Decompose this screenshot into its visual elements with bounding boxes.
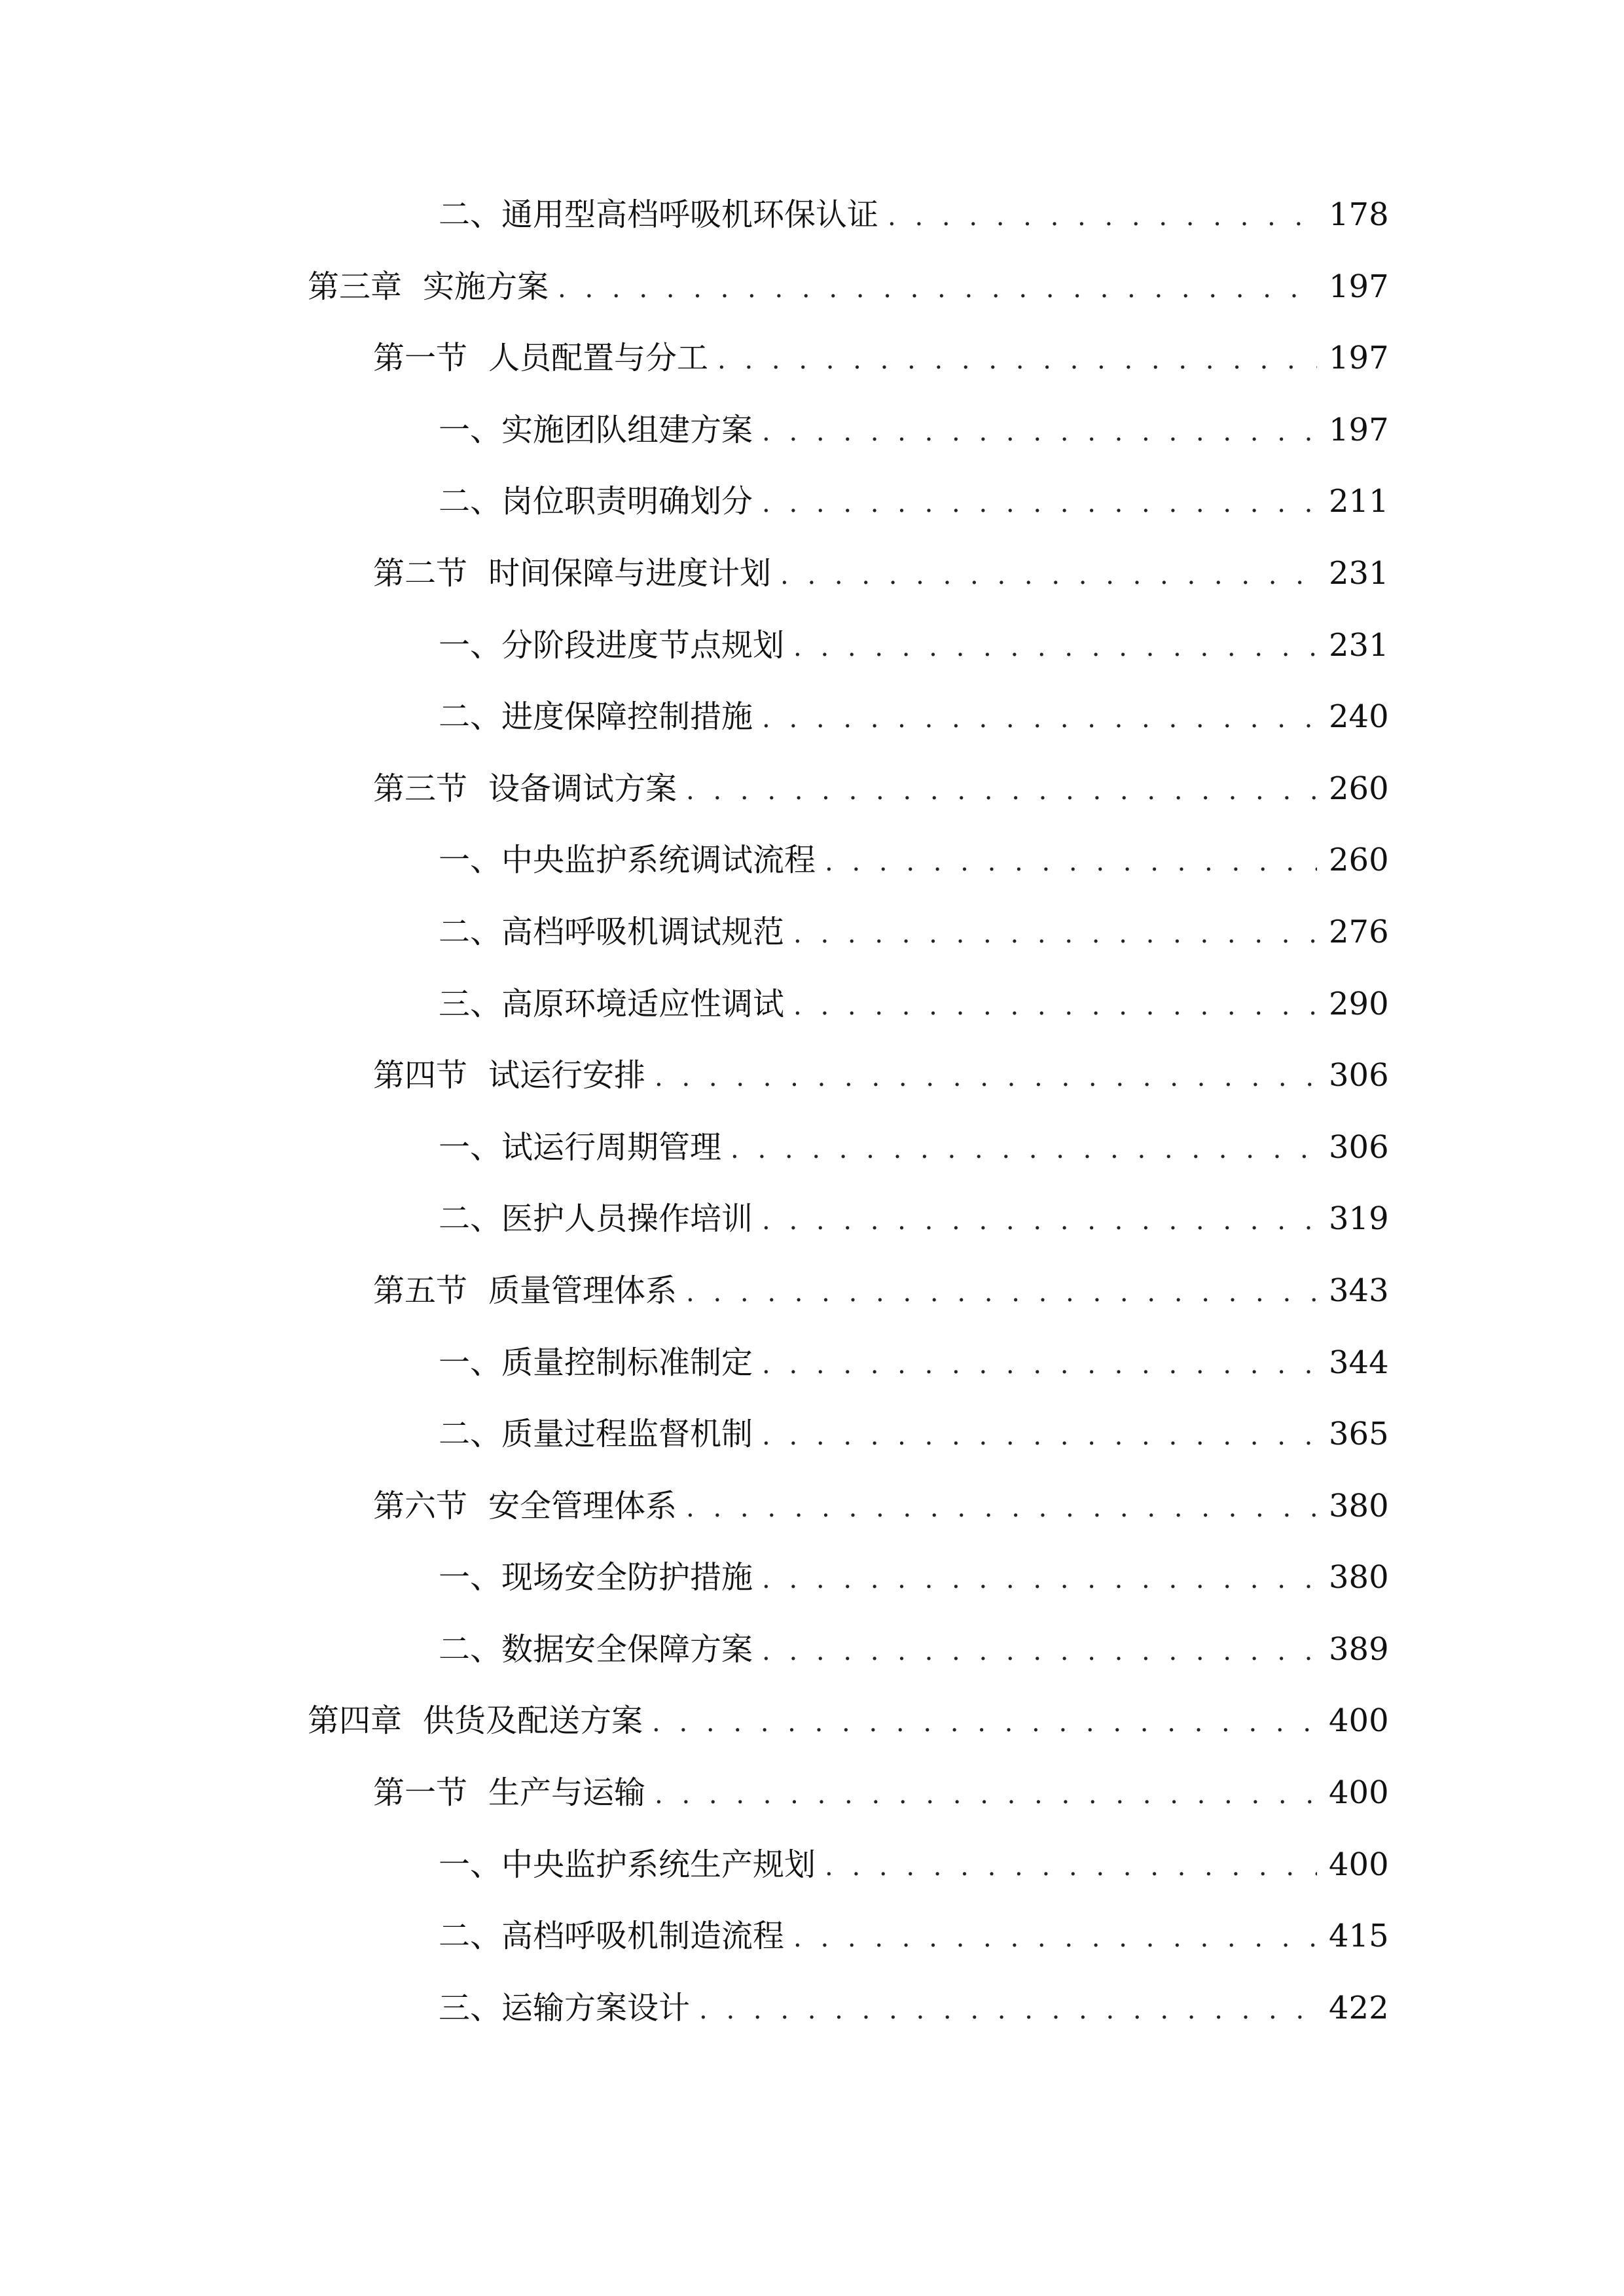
toc-entry-page-number: 178: [1329, 196, 1389, 233]
toc-dot-leader: [686, 766, 1317, 816]
toc-entry[interactable]: [308, 1696, 1389, 1768]
toc-dot-leader: [655, 1052, 1317, 1102]
toc-entry-title: 人员配置与分工: [488, 340, 709, 377]
toc-entry-number: 二、: [439, 1416, 502, 1453]
toc-dot-leader: [888, 192, 1317, 242]
toc-entry-title: 高档呼吸机调试规范: [501, 913, 785, 950]
toc-dot-leader: [686, 1268, 1317, 1318]
toc-entry-number: 一、: [439, 1846, 502, 1883]
toc-entry-number: 一、: [439, 626, 502, 664]
toc-entry-page-number: 231: [1329, 554, 1389, 592]
toc-dot-leader: [655, 1770, 1317, 1820]
toc-entry[interactable]: [308, 548, 1389, 620]
toc-entry-page-number: 306: [1329, 1128, 1389, 1166]
toc-entry[interactable]: [308, 835, 1389, 907]
toc-entry-number: 第五节: [373, 1272, 468, 1309]
toc-entry-title: 进度保障控制措施: [501, 698, 753, 736]
toc-entry-page-number: 400: [1329, 1846, 1389, 1883]
toc-dot-leader: [762, 1554, 1317, 1604]
toc-entry-title: 设备调试方案: [488, 770, 677, 807]
toc-entry-title: 安全管理体系: [488, 1487, 677, 1524]
toc-entry-number: 二、: [439, 1200, 502, 1238]
toc-entry-page-number: 365: [1329, 1416, 1389, 1453]
toc-entry-number: 一、: [439, 842, 502, 879]
toc-entry[interactable]: [308, 190, 1389, 262]
toc-entry[interactable]: [308, 692, 1389, 764]
toc-entry-number: 第六节: [373, 1487, 468, 1524]
toc-entry-page-number: 319: [1329, 1200, 1389, 1238]
toc-entry-title: 供货及配送方案: [423, 1702, 643, 1740]
toc-entry-page-number: 197: [1329, 268, 1389, 305]
toc-dot-leader: [780, 550, 1317, 600]
toc-entry-title: 高原环境适应性调试: [501, 985, 785, 1022]
toc-entry[interactable]: [308, 907, 1389, 979]
toc-entry-page-number: 211: [1329, 483, 1389, 520]
toc-entry-page-number: 306: [1329, 1057, 1389, 1094]
toc-entry-title: 生产与运输: [488, 1774, 646, 1812]
toc-entry[interactable]: [308, 1050, 1389, 1122]
toc-entry-title: 现场安全防护措施: [501, 1559, 753, 1596]
toc-entry-page-number: 260: [1329, 842, 1389, 879]
toc-entry-title: 数据安全保障方案: [501, 1630, 753, 1668]
toc-entry-number: 一、: [439, 1559, 502, 1596]
toc-entry-page-number: 344: [1329, 1344, 1389, 1381]
toc-dot-leader: [793, 909, 1317, 959]
toc-entry-title: 中央监护系统调试流程: [501, 842, 816, 879]
toc-entry[interactable]: [308, 476, 1389, 548]
toc-entry-number: 第三章: [308, 268, 403, 305]
toc-entry-number: 三、: [439, 985, 502, 1022]
toc-entry-number: 二、: [439, 1918, 502, 1955]
toc-entry-number: 二、: [439, 698, 502, 736]
toc-entry[interactable]: [308, 1409, 1389, 1481]
toc-entry-number: 第四节: [373, 1057, 468, 1094]
toc-entry-number: 一、: [439, 1128, 502, 1166]
toc-entry-page-number: 422: [1329, 1989, 1389, 2026]
toc-entry-number: 二、: [439, 196, 502, 233]
toc-entry-page-number: 240: [1329, 698, 1389, 736]
toc-entry-number: 一、: [439, 1344, 502, 1381]
toc-dot-leader: [686, 1483, 1317, 1533]
toc-entry-page-number: 197: [1329, 340, 1389, 377]
toc-entry[interactable]: [308, 1624, 1389, 1696]
toc-entry-number: 第三节: [373, 770, 468, 807]
toc-dot-leader: [731, 1124, 1317, 1174]
toc-dot-leader: [558, 264, 1317, 314]
toc-dot-leader: [793, 1913, 1317, 1963]
toc-entry-page-number: 400: [1329, 1774, 1389, 1812]
toc-entry[interactable]: [308, 1481, 1389, 1553]
toc-entry-page-number: 380: [1329, 1487, 1389, 1524]
toc-entry[interactable]: [308, 1338, 1389, 1410]
toc-entry-number: 二、: [439, 483, 502, 520]
toc-entry-number: 第一节: [373, 340, 468, 377]
toc-entry[interactable]: [308, 1840, 1389, 1912]
toc-entry-title: 医护人员操作培训: [501, 1200, 753, 1238]
toc-entry-page-number: 231: [1329, 626, 1389, 664]
toc-entry[interactable]: [308, 405, 1389, 477]
toc-entry-page-number: 400: [1329, 1702, 1389, 1740]
toc-entry-title: 中央监护系统生产规划: [501, 1846, 816, 1883]
toc-entry-number: 一、: [439, 411, 502, 448]
toc-entry-page-number: 415: [1329, 1918, 1389, 1955]
toc-dot-leader: [762, 694, 1317, 744]
toc-entry[interactable]: [308, 1552, 1389, 1624]
toc-entry-number: 第一节: [373, 1774, 468, 1812]
toc-entry[interactable]: [308, 1983, 1389, 2055]
toc-entry-title: 质量过程监督机制: [501, 1416, 753, 1453]
toc-entry[interactable]: [308, 1911, 1389, 1983]
toc-entry-number: 二、: [439, 913, 502, 950]
toc-entry-title: 时间保障与进度计划: [488, 554, 772, 592]
toc-entry-number: 二、: [439, 1630, 502, 1668]
toc-entry-number: 第四章: [308, 1702, 403, 1740]
toc-entry[interactable]: [308, 333, 1389, 405]
toc-entry[interactable]: [308, 979, 1389, 1051]
toc-entry-title: 通用型高档呼吸机环保认证: [501, 196, 879, 233]
toc-dot-leader: [762, 407, 1317, 457]
toc-entry[interactable]: [308, 1194, 1389, 1266]
toc-dot-leader: [825, 837, 1317, 887]
toc-entry-number: 第二节: [373, 554, 468, 592]
toc-entry-title: 试运行周期管理: [501, 1128, 722, 1166]
toc-dot-leader: [762, 1196, 1317, 1246]
toc-entry-title: 岗位职责明确划分: [501, 483, 753, 520]
table-of-contents: [308, 190, 1389, 2054]
toc-dot-leader: [825, 1842, 1317, 1892]
toc-entry-page-number: 260: [1329, 770, 1389, 807]
toc-entry-page-number: 343: [1329, 1272, 1389, 1309]
toc-entry[interactable]: [308, 1266, 1389, 1338]
toc-dot-leader: [793, 981, 1317, 1031]
toc-entry-number: 三、: [439, 1989, 502, 2026]
toc-entry-title: 实施团队组建方案: [501, 411, 753, 448]
toc-entry-title: 质量管理体系: [488, 1272, 677, 1309]
toc-dot-leader: [793, 622, 1317, 672]
toc-entry[interactable]: [308, 620, 1389, 692]
toc-dot-leader: [762, 1411, 1317, 1461]
toc-entry-title: 运输方案设计: [501, 1989, 691, 2026]
toc-entry-title: 高档呼吸机制造流程: [501, 1918, 785, 1955]
toc-entry-page-number: 380: [1329, 1559, 1389, 1596]
toc-entry-page-number: 276: [1329, 913, 1389, 950]
toc-dot-leader: [762, 1340, 1317, 1390]
toc-entry-page-number: 290: [1329, 985, 1389, 1022]
toc-entry-title: 质量控制标准制定: [501, 1344, 753, 1381]
toc-dot-leader: [762, 478, 1317, 528]
toc-entry[interactable]: [308, 262, 1389, 334]
toc-entry[interactable]: [308, 1122, 1389, 1194]
toc-entry[interactable]: [308, 1768, 1389, 1840]
toc-entry-title: 实施方案: [423, 268, 549, 305]
toc-entry-title: 试运行安排: [488, 1057, 646, 1094]
toc-entry-title: 分阶段进度节点规划: [501, 626, 785, 664]
toc-dot-leader: [762, 1626, 1317, 1676]
toc-entry-page-number: 389: [1329, 1630, 1389, 1668]
toc-entry-page-number: 197: [1329, 411, 1389, 448]
toc-dot-leader: [652, 1698, 1317, 1748]
toc-dot-leader: [717, 335, 1317, 385]
toc-dot-leader: [699, 1985, 1317, 2035]
toc-entry[interactable]: [308, 764, 1389, 836]
